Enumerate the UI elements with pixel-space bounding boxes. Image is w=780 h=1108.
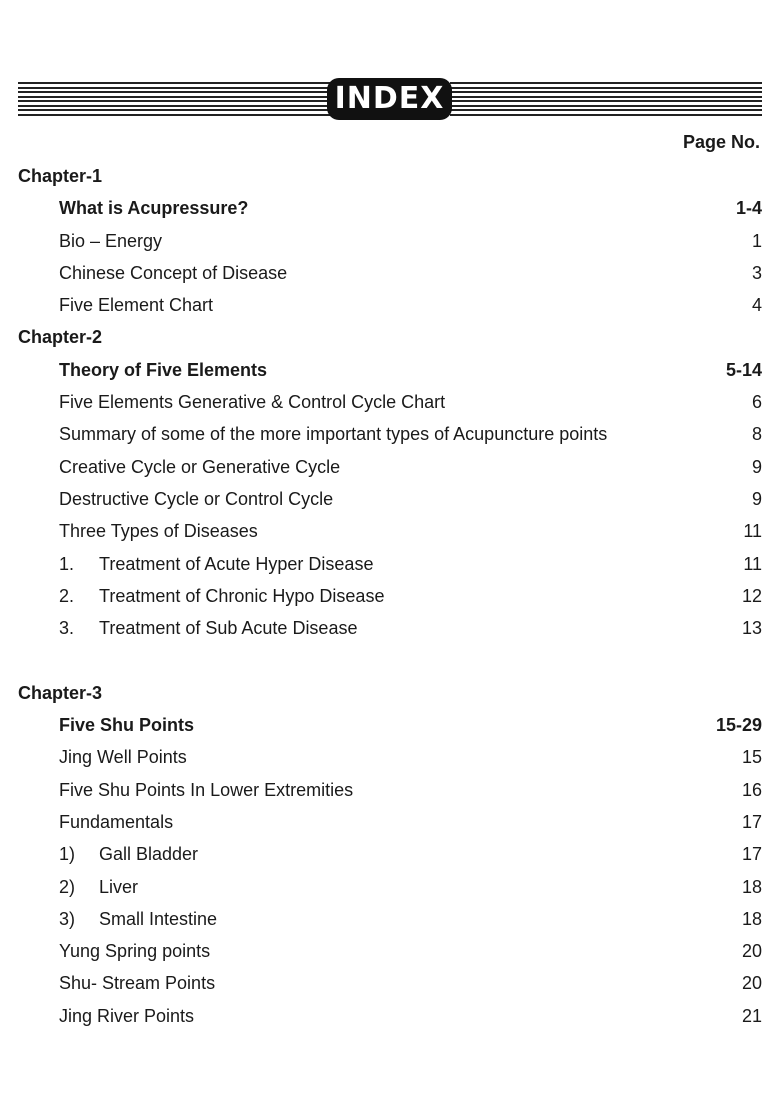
index-entry bbox=[0, 225, 780, 257]
chapter-heading bbox=[0, 160, 780, 192]
index-entry bbox=[0, 1000, 780, 1032]
entry-title: Chapter-3 bbox=[18, 682, 103, 703]
rule-line bbox=[18, 100, 330, 102]
index-entry bbox=[0, 741, 780, 773]
entry-page: 21 bbox=[741, 1005, 762, 1026]
rule-line bbox=[450, 100, 762, 102]
rule-line bbox=[450, 114, 762, 116]
entry-page: 12 bbox=[741, 585, 762, 606]
entry-number: 2. bbox=[59, 585, 75, 606]
entry-page: 1-4 bbox=[735, 198, 762, 219]
entry-number: 1) bbox=[59, 844, 76, 865]
entry-page: 15-29 bbox=[715, 715, 762, 736]
index-entry bbox=[0, 289, 780, 321]
chapter-heading bbox=[0, 321, 780, 353]
index-entry bbox=[0, 935, 780, 967]
entry-title: Five Shu Points In Lower Extremities bbox=[59, 779, 354, 800]
entry-title: Theory of Five Elements bbox=[59, 359, 268, 380]
entry-page: 16 bbox=[741, 779, 762, 800]
entry-page: 1 bbox=[751, 230, 762, 251]
entry-page: 17 bbox=[741, 811, 762, 832]
entry-page: 13 bbox=[741, 618, 762, 639]
entry-title: Fundamentals bbox=[59, 811, 174, 832]
entry-page: 9 bbox=[751, 456, 762, 477]
spacer bbox=[0, 644, 780, 676]
entry-page: 20 bbox=[741, 973, 762, 994]
index-entry bbox=[0, 548, 780, 580]
index-entry bbox=[0, 257, 780, 289]
rule-line bbox=[18, 109, 330, 111]
index-entry bbox=[0, 192, 780, 224]
entry-page: 8 bbox=[751, 424, 762, 445]
index-entry bbox=[0, 515, 780, 547]
index-entry bbox=[0, 386, 780, 418]
entry-title: Shu- Stream Points bbox=[59, 973, 216, 994]
entry-page: 3 bbox=[751, 262, 762, 283]
rule-line bbox=[18, 82, 330, 84]
entry-title: Destructive Cycle or Control Cycle bbox=[59, 488, 334, 509]
rule-line bbox=[450, 105, 762, 107]
entry-title: Gall Bladder bbox=[99, 844, 199, 865]
entry-title: Creative Cycle or Generative Cycle bbox=[59, 456, 341, 477]
entry-page: 18 bbox=[741, 876, 762, 897]
rule-line bbox=[450, 82, 762, 84]
entry-title: Chapter-1 bbox=[18, 166, 103, 186]
entry-title: Summary of some of the more important types of Acupuncture points bbox=[59, 424, 608, 445]
index-entry bbox=[0, 774, 780, 806]
chapter-heading bbox=[0, 677, 780, 709]
index-entry bbox=[0, 903, 780, 935]
entry-title: Treatment of Chronic Hypo Disease bbox=[99, 585, 385, 606]
entry-page: 11 bbox=[743, 521, 762, 542]
entry-number: 2) bbox=[59, 876, 76, 897]
entry-title: Three Types of Diseases bbox=[59, 521, 258, 542]
entry-title: Treatment of Acute Hyper Disease bbox=[99, 553, 374, 574]
entry-title: Liver bbox=[99, 876, 139, 897]
index-list bbox=[0, 160, 780, 1032]
entry-title: Five Elements Generative & Control Cycle Chart bbox=[59, 392, 446, 413]
entry-page: 5-14 bbox=[725, 359, 762, 380]
entry-page: 4 bbox=[751, 295, 762, 316]
entry-page: 6 bbox=[751, 392, 762, 413]
index-entry bbox=[0, 838, 780, 870]
entry-title: Small Intestine bbox=[99, 908, 218, 929]
header-rule-right bbox=[450, 82, 762, 117]
entry-page: 9 bbox=[751, 488, 762, 509]
index-entry bbox=[0, 709, 780, 741]
entry-page: 20 bbox=[741, 941, 762, 962]
index-entry bbox=[0, 806, 780, 838]
index-title: INDEX bbox=[327, 78, 452, 120]
rule-line bbox=[450, 87, 762, 89]
entry-title: Five Element Chart bbox=[59, 295, 214, 316]
entry-title: Five Shu Points bbox=[59, 715, 195, 736]
entry-title: Chinese Concept of Disease bbox=[59, 262, 288, 283]
index-entry bbox=[0, 580, 780, 612]
page-no-label: Page No. bbox=[682, 132, 760, 152]
index-entry bbox=[0, 483, 780, 515]
index-entry bbox=[0, 418, 780, 450]
rule-line bbox=[18, 91, 330, 93]
rule-line bbox=[18, 105, 330, 107]
rule-line bbox=[18, 114, 330, 116]
rule-line bbox=[18, 96, 330, 98]
index-entry bbox=[0, 354, 780, 386]
entry-page: 11 bbox=[743, 553, 762, 574]
entry-number: 1. bbox=[59, 553, 75, 574]
entry-title: What is Acupressure? bbox=[59, 198, 249, 219]
entry-title: Chapter-2 bbox=[18, 327, 103, 348]
index-entry bbox=[0, 451, 780, 483]
entry-number: 3. bbox=[59, 618, 75, 639]
entry-page: 18 bbox=[741, 908, 762, 929]
entry-title: Bio – Energy bbox=[59, 230, 163, 251]
header-rule-left bbox=[18, 82, 330, 117]
index-entry bbox=[0, 967, 780, 999]
entry-page: 17 bbox=[741, 844, 762, 865]
entry-title: Jing River Points bbox=[59, 1005, 195, 1026]
rule-line bbox=[450, 109, 762, 111]
index-entry bbox=[0, 612, 780, 644]
entry-page: 15 bbox=[741, 747, 762, 768]
entry-number: 3) bbox=[59, 908, 76, 929]
index-entry bbox=[0, 871, 780, 903]
entry-title: Jing Well Points bbox=[59, 747, 187, 768]
rule-line bbox=[18, 87, 330, 89]
rule-line bbox=[450, 91, 762, 93]
entry-title: Yung Spring points bbox=[59, 941, 211, 962]
entry-title: Treatment of Sub Acute Disease bbox=[99, 618, 358, 639]
rule-line bbox=[450, 96, 762, 98]
